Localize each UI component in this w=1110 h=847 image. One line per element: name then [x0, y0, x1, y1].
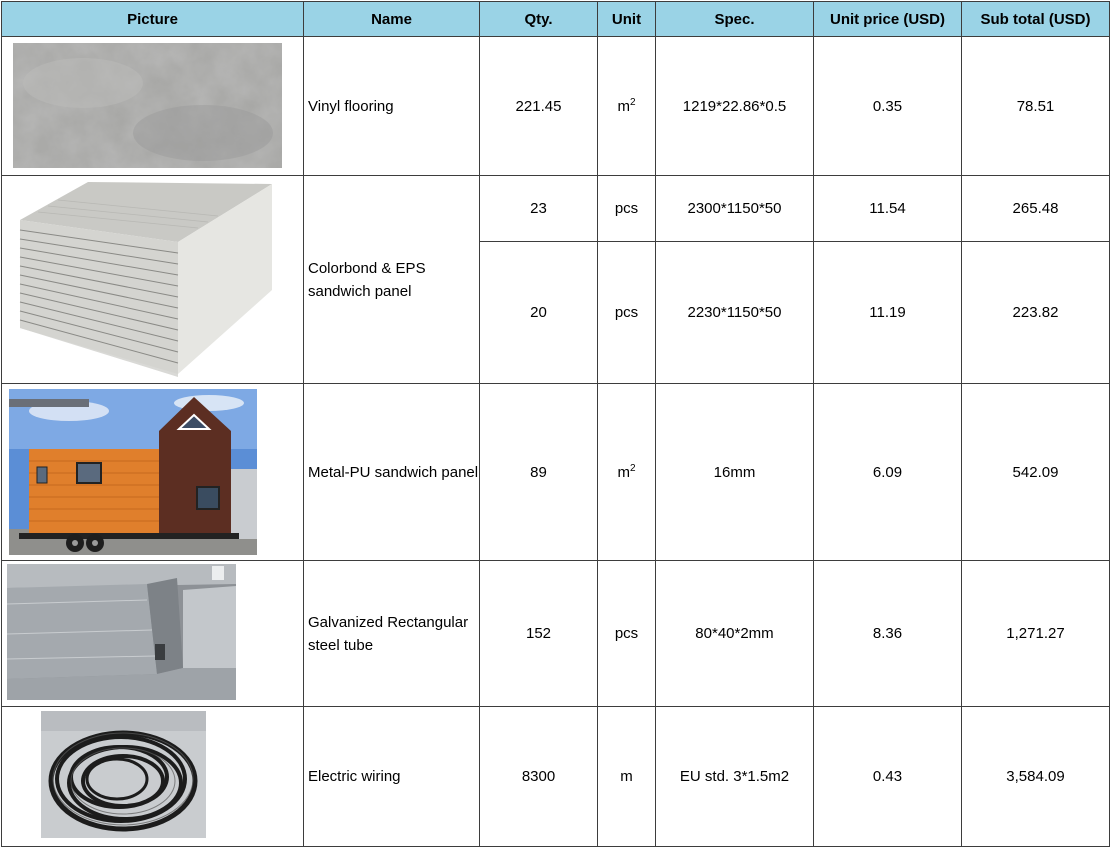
- spec-cell: 80*40*2mm: [656, 561, 814, 707]
- qty-cell: 20: [480, 242, 598, 384]
- sub-total-cell: 78.51: [962, 37, 1110, 176]
- header-name: Name: [304, 2, 480, 37]
- spec-cell: EU std. 3*1.5m2: [656, 707, 814, 847]
- item-name: Vinyl flooring: [304, 37, 480, 176]
- spec-cell: 1219*22.86*0.5: [656, 37, 814, 176]
- sub-total-cell: 542.09: [962, 384, 1110, 561]
- header-unit: Unit: [598, 2, 656, 37]
- spec-cell: 16mm: [656, 384, 814, 561]
- stacked-sandwich-panels-image: [18, 180, 274, 377]
- header-spec: Spec.: [656, 2, 814, 37]
- spec-cell: 2230*1150*50: [656, 242, 814, 384]
- sub-total-cell: 223.82: [962, 242, 1110, 384]
- galvanized-steel-tubes-image: [7, 564, 236, 700]
- unit-superscript: 2: [629, 96, 636, 108]
- unit-price-cell: 11.19: [814, 242, 962, 384]
- unit-cell: pcs: [598, 176, 656, 242]
- unit-cell: pcs: [598, 242, 656, 384]
- sub-total-cell: 3,584.09: [962, 707, 1110, 847]
- qty-cell: 221.45: [480, 37, 598, 176]
- table-row: [2, 707, 1110, 847]
- unit-price-cell: 11.54: [814, 176, 962, 242]
- table-row: [2, 561, 1110, 707]
- unit-price-cell: 6.09: [814, 384, 962, 561]
- unit-price-cell: 8.36: [814, 561, 962, 707]
- qty-cell: 89: [480, 384, 598, 561]
- table-row: [2, 384, 1110, 561]
- unit-cell: m: [598, 707, 656, 847]
- spec-cell: 2300*1150*50: [656, 176, 814, 242]
- unit-text: m: [617, 97, 630, 115]
- unit-text: m: [617, 463, 630, 481]
- item-name: Colorbond & EPS sandwich panel: [304, 176, 480, 384]
- grey-concrete-texture-vinyl-image: [13, 43, 282, 168]
- picture-cell: [2, 37, 304, 176]
- header-unit-price: Unit price (USD): [814, 2, 962, 37]
- quotation-table: [1, 1, 1110, 847]
- coiled-black-cable-image: [41, 711, 206, 838]
- picture-cell: [2, 561, 304, 707]
- unit-price-cell: 0.35: [814, 37, 962, 176]
- picture-cell: [2, 707, 304, 847]
- header-row: [2, 2, 1110, 37]
- unit-cell: [598, 37, 656, 176]
- item-name: Electric wiring: [304, 707, 480, 847]
- picture-cell: [2, 176, 304, 384]
- sub-total-cell: 1,271.27: [962, 561, 1110, 707]
- tiny-house-trailer-image: [9, 389, 257, 555]
- header-sub-total: Sub total (USD): [962, 2, 1110, 37]
- unit-cell: [598, 384, 656, 561]
- unit-cell: pcs: [598, 561, 656, 707]
- qty-cell: 8300: [480, 707, 598, 847]
- table-row: [2, 176, 1110, 242]
- sub-total-cell: 265.48: [962, 176, 1110, 242]
- item-name: Metal-PU sandwich panel: [304, 384, 480, 561]
- qty-cell: 23: [480, 176, 598, 242]
- header-picture: Picture: [2, 2, 304, 37]
- picture-cell: [2, 384, 304, 561]
- header-qty: Qty.: [480, 2, 598, 37]
- unit-price-cell: 0.43: [814, 707, 962, 847]
- unit-superscript: 2: [629, 462, 636, 474]
- qty-cell: 152: [480, 561, 598, 707]
- table-row: [2, 37, 1110, 176]
- item-name: Galvanized Rectangular steel tube: [304, 561, 480, 707]
